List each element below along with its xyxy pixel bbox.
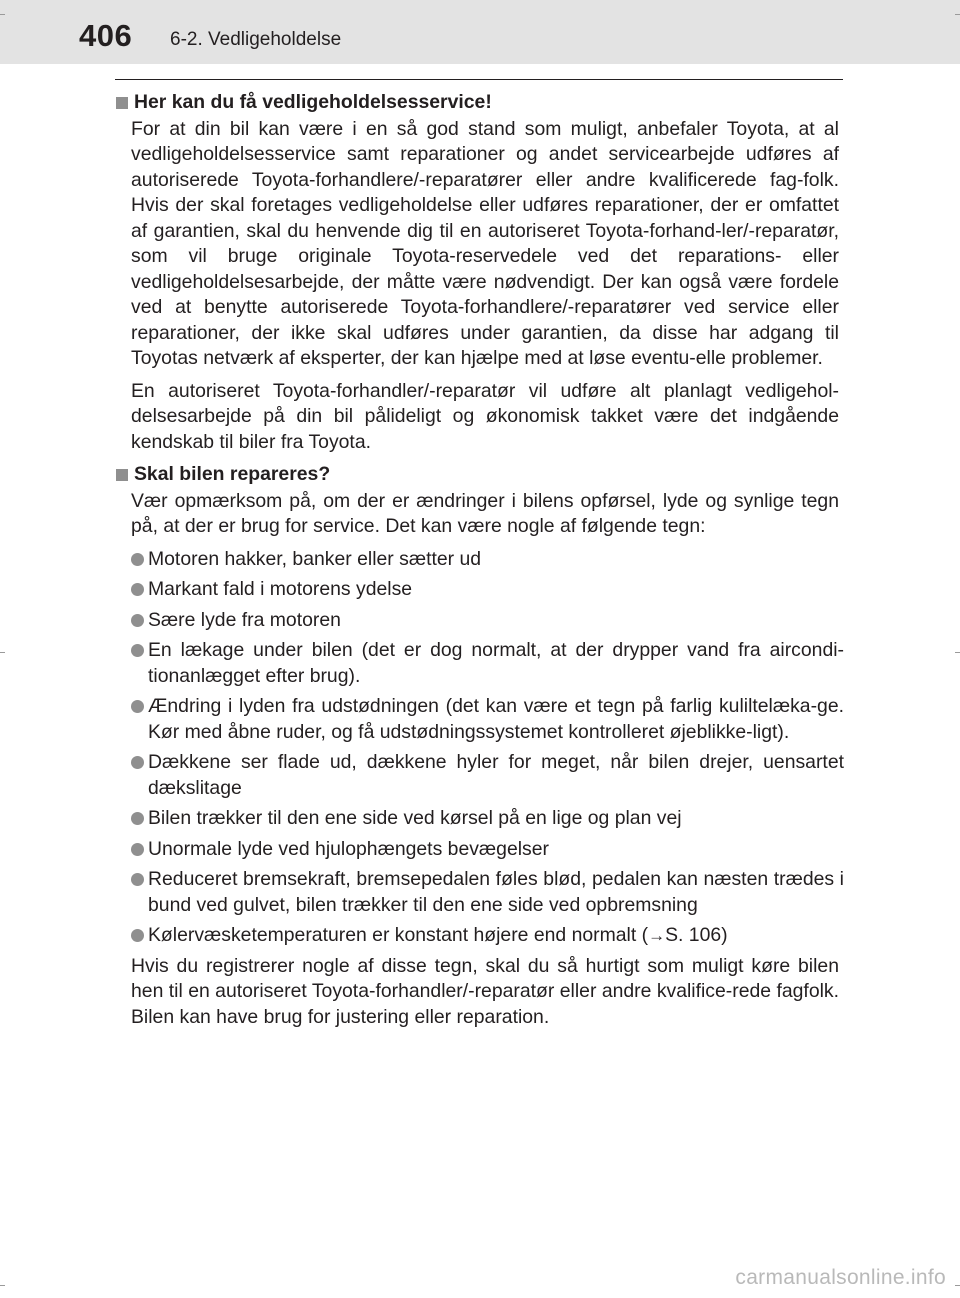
circle-bullet-icon — [131, 756, 144, 769]
paragraph: Vær opmærksom på, om der er ændringer i bilens opførsel, lyde og synlige tegn på, at der er brug for service. Det kan være nogle af følgende tegn: — [131, 489, 839, 537]
list-item — [131, 837, 844, 863]
header-rule — [115, 79, 843, 80]
paragraph: En autoriseret Toyota-forhandler/-reparatør vil udføre alt planlagt vedligehol-delsesarbejde på din bil pålideligt og økonomisk takket være det indgående kendskab til biler fra Toyota. — [131, 379, 839, 453]
list-item — [131, 867, 844, 918]
list-item-text: Motoren hakker, banker eller sætter ud — [148, 547, 482, 570]
list-item-text: Unormale lyde ved hjulophængets bevægelser — [148, 837, 549, 860]
section-heading-text: Her kan du få vedligeholdelsesservice! — [134, 91, 492, 113]
arrow-right-icon: → — [648, 926, 666, 945]
list-item — [131, 694, 844, 745]
section-title: 6-2. Vedligeholdelse — [170, 29, 342, 50]
list-item — [131, 923, 844, 949]
list-item — [131, 608, 844, 634]
circle-bullet-icon — [131, 553, 144, 566]
section-heading — [113, 462, 844, 488]
circle-bullet-icon — [131, 583, 144, 596]
crop-mark — [955, 1285, 960, 1286]
page-reference: S. 106) — [665, 924, 728, 946]
list-item — [131, 750, 844, 801]
list-item-text: Sære lyde fra motoren — [148, 608, 341, 631]
crop-mark — [0, 1285, 5, 1286]
closing-paragraph: Hvis du registrerer nogle af disse tegn, skal du så hurtigt som muligt køre bilen hen til en autoriseret Toyota-forhandler/-reparatør eller andre kvalifice-rede fagfolk. Bilen kan have brug for justering eller reparation. — [131, 954, 839, 1028]
list-item-text: En lækage under bilen (det er dog normalt, at der drypper vand fra aircondi-tionanlægget efter brug). — [148, 639, 844, 687]
list-item-text: Dækkene ser flade ud, dækkene hyler for meget, når bilen drejer, uensartet dækslitage — [148, 751, 844, 799]
circle-bullet-icon — [131, 812, 144, 825]
crop-mark — [955, 14, 960, 15]
list-item-text — [148, 923, 844, 949]
list-item-text-prefix: Kølervæsketemperaturen er konstant højere end normalt ( — [148, 924, 649, 946]
paragraph: For at din bil kan være i en så god stand som muligt, anbefaler Toyota, at al vedligeholdelsesservice samt reparationer og andet servicearbejde udføres af autoriserede Toyota-forhandlere/-reparatører eller andre kvalificerede fag-folk. Hvis der skal foretages vedligeholdelse eller udføres reparationer, der er omfattet af garantien, skal du henvende dig til en autoriseret Toyota-forhand-ler/-reparatør, som vil bruge originale Toyota-reservedele ved det reparations- eller vedligeholdelsesarbejde, der måtte være nødvendigt. Der kan også være fordele ved at benytte autoriserede Toyota-forhandlere/-reparatører ved service eller reparationer, der ikke skal udføres under garantien, da disse har adgang til Toyotas netværk af eksperter, der kan hjælpe med at løse eventu-elle problemer. — [131, 117, 839, 369]
circle-bullet-icon — [131, 843, 144, 856]
main-content — [113, 90, 844, 1037]
header-band — [0, 0, 960, 64]
watermark: carmanualsonline.info — [735, 1266, 946, 1289]
circle-bullet-icon — [131, 644, 144, 657]
square-bullet-icon — [116, 97, 128, 109]
crop-mark — [0, 14, 5, 15]
circle-bullet-icon — [131, 614, 144, 627]
circle-bullet-icon — [131, 700, 144, 713]
circle-bullet-icon — [131, 929, 144, 942]
square-bullet-icon — [116, 469, 128, 481]
page-number: 406 — [79, 18, 133, 53]
crop-mark — [0, 652, 5, 653]
section-heading-text: Skal bilen repareres? — [134, 463, 331, 485]
list-item-text: Markant fald i motorens ydelse — [148, 578, 413, 600]
section-heading — [113, 90, 844, 116]
circle-bullet-icon — [131, 873, 144, 886]
list-item — [131, 806, 844, 832]
list-item — [131, 547, 844, 573]
list-item — [131, 638, 844, 689]
list-item-text: Ændring i lyden fra udstødningen (det kan være et tegn på farlig kuliltelæka-ge. Kør med åbne ruder, og få udstødningssystemet kontrolleret øjeblikke-ligt). — [148, 695, 844, 743]
list-item-text: Reduceret bremsekraft, bremsepedalen føles blød, pedalen kan næsten trædes i bund ved gulvet, bilen trækker til den ene side ved opbremsning — [148, 868, 844, 916]
crop-mark — [955, 652, 960, 653]
list-item-text: Bilen trækker til den ene side ved kørsel på en lige og plan vej — [148, 807, 682, 829]
list-item — [131, 577, 844, 603]
